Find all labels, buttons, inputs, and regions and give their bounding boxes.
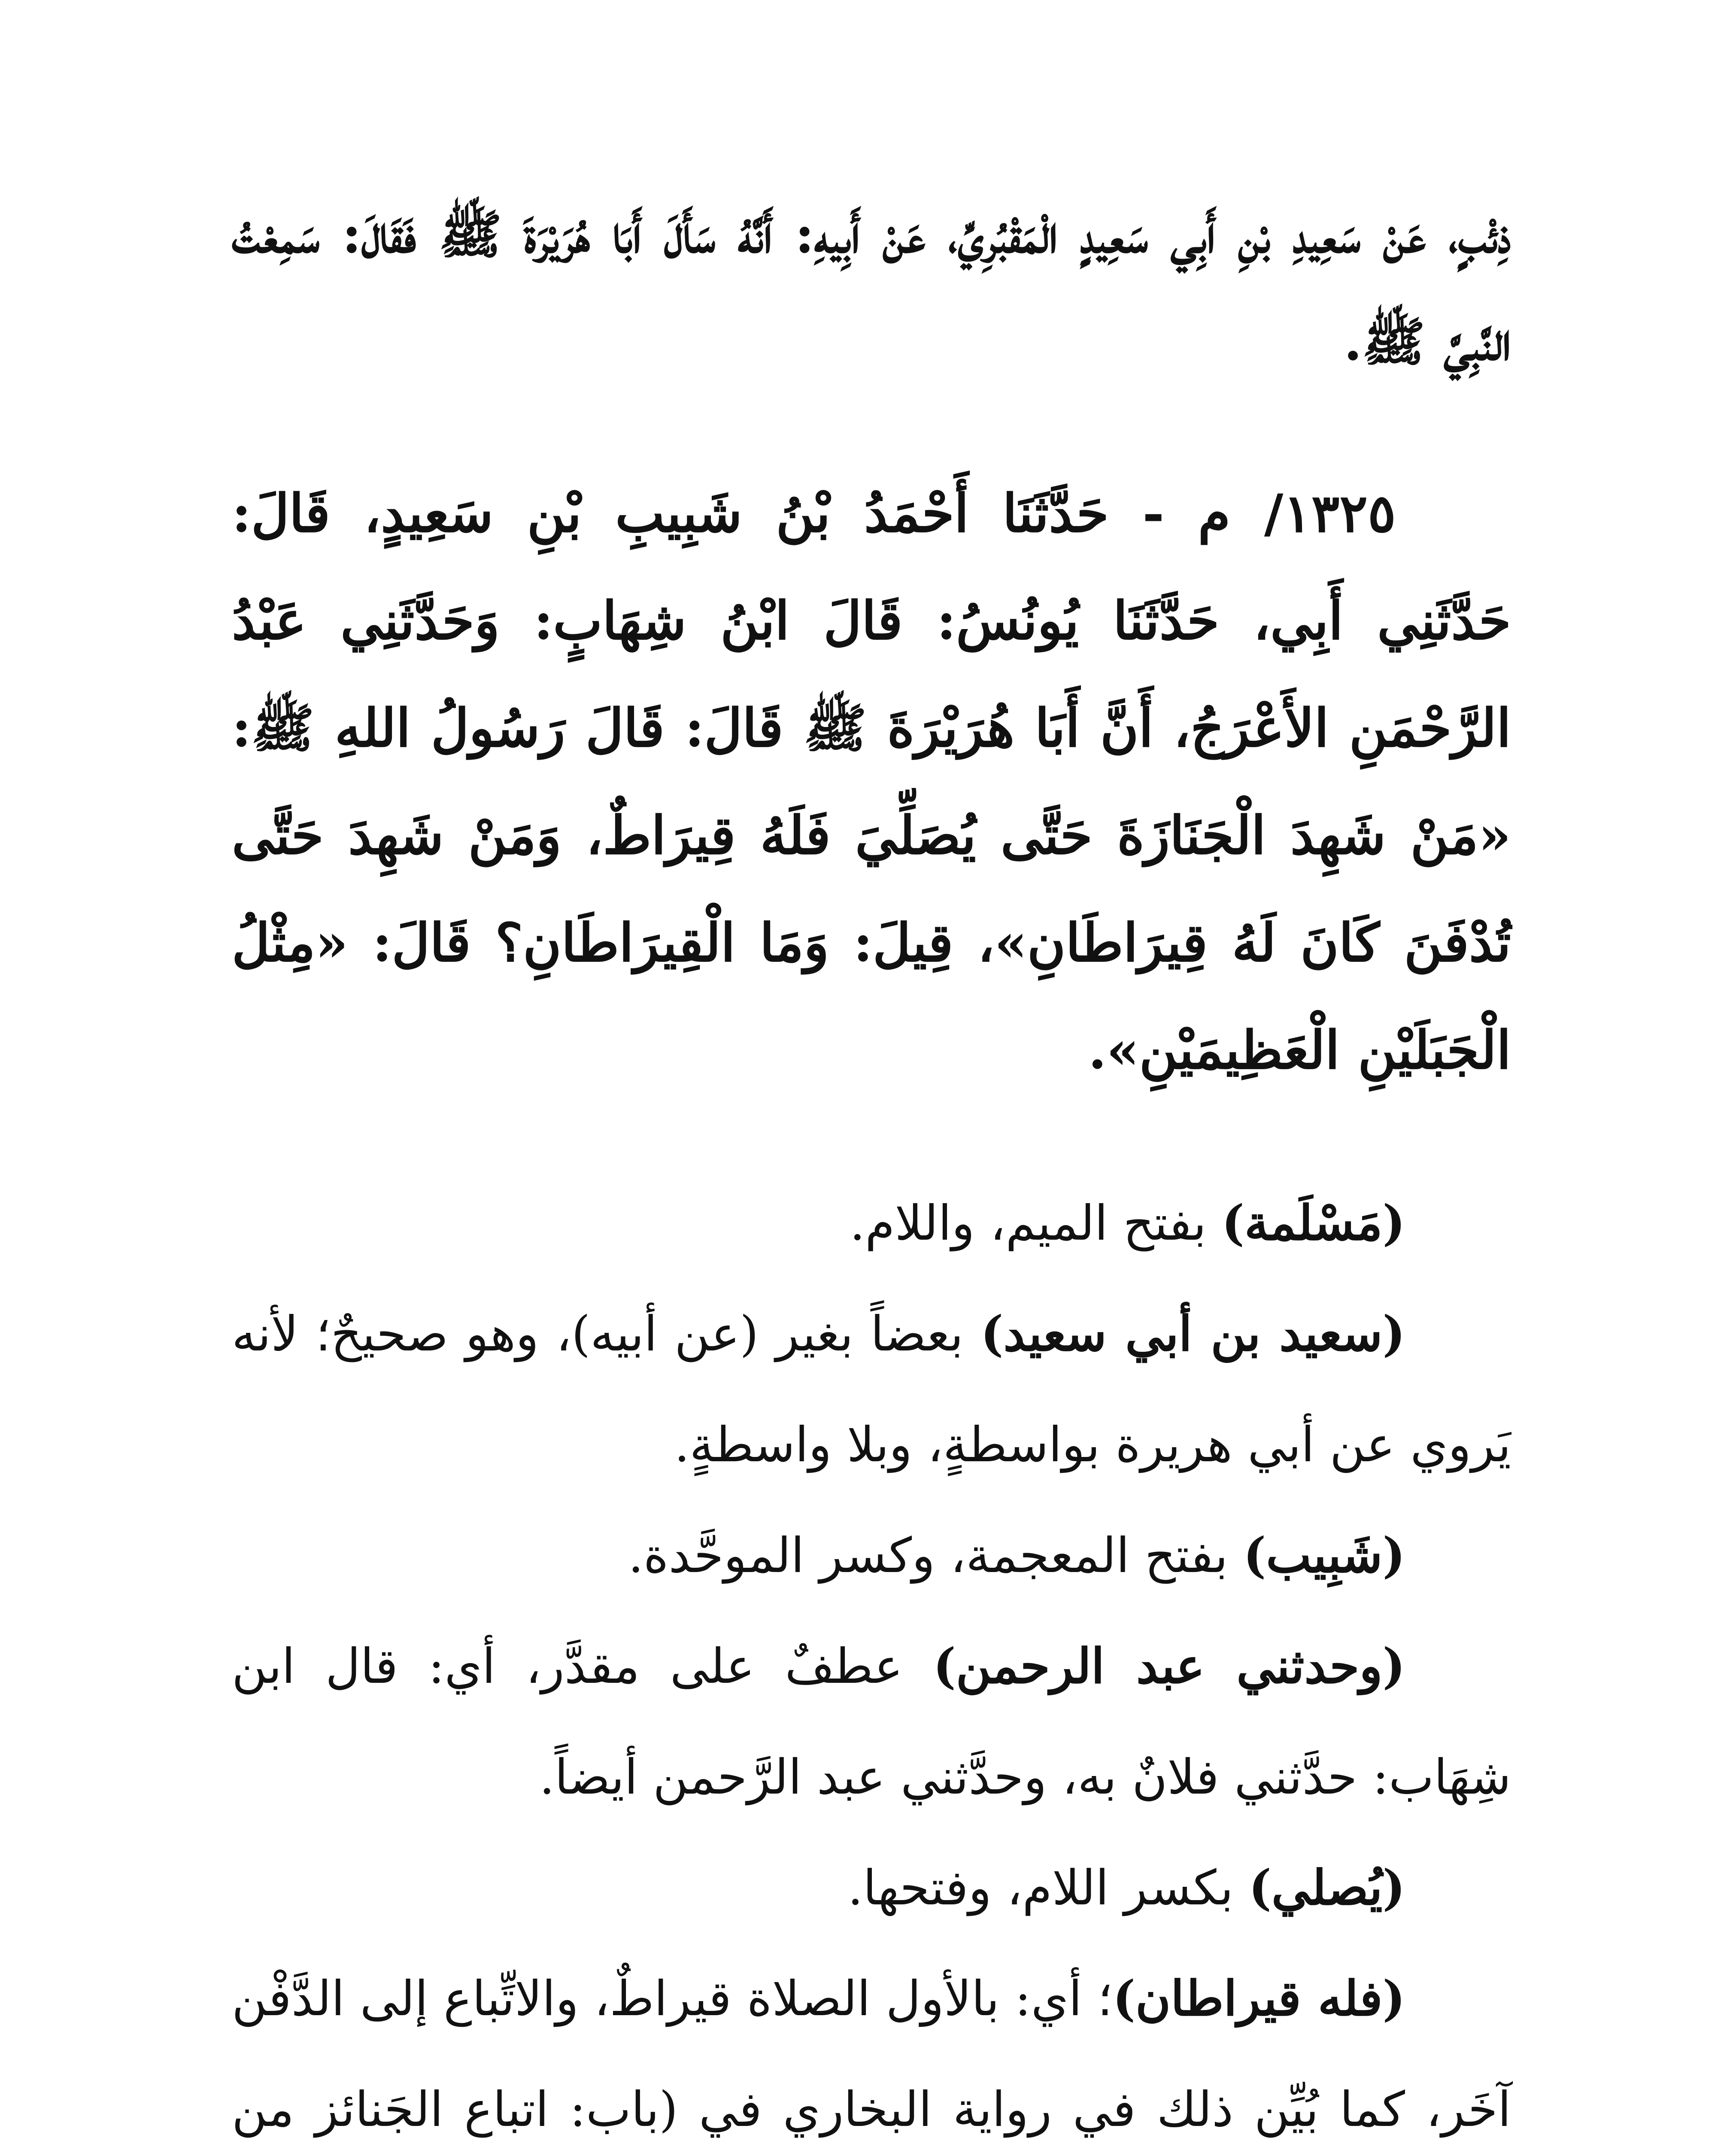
note-text: بكسر اللام، وفتحها. bbox=[847, 1860, 1249, 1916]
note-qiratan bbox=[232, 1943, 1511, 2147]
note-shabib bbox=[232, 1500, 1511, 1611]
note-said bbox=[232, 1279, 1511, 1500]
hadith-continuation: ذِئْبٍ، عَنْ سَعِيدِ بْنِ أَبِي سَعِيدٍ الْمَقْبُرِيِّ، عَنْ أَبِيهِ: أَنَّهُ سَأَلَ أَبَا هُرَيْرَةَ ﷺ فَقَالَ: سَمِعْتُ النَّبِيَّ ﷺ. bbox=[232, 203, 1511, 372]
note-text: بعضاً بغير (عن أبيه)، وهو صحيحٌ؛ لأنه يَروي عن أبي هريرة بواسطةٍ، وبلا واسطةٍ. bbox=[232, 1306, 1511, 1473]
note-maslama bbox=[232, 1168, 1511, 1279]
page-body bbox=[232, 180, 1511, 2147]
note-text: عطفٌ على مقدَّر، أي: قال ابن شِهَاب: حدَّثني فلانٌ به، وحدَّثني عبد الرَّحمن أيضاً. bbox=[232, 1639, 1511, 1805]
note-term: (سعيد بن أبي سعيد) bbox=[980, 1306, 1405, 1362]
note-term: (فله قيراطان) bbox=[1112, 1971, 1405, 2027]
note-yusalli bbox=[232, 1833, 1511, 1943]
note-term: (وحدثني عبد الرحمن) bbox=[933, 1638, 1405, 1694]
note-term: (مَسْلَمة) bbox=[1221, 1195, 1405, 1251]
hadith-1325: ١٣٢٥/ م - حَدَّثَنَا أَحْمَدُ بْنُ شَبِيبِ بْنِ سَعِيدٍ، قَالَ: حَدَّثَنِي أَبِي، حَدَّثَنَا يُونُسُ: قَالَ ابْنُ شِهَابٍ: وَحَدَّثَنِي عَبْدُ الرَّحْمَنِ الأَعْرَجُ، أَنَّ أَبَا هُرَيْرَةَ ﷺ قَالَ: قَالَ رَسُولُ اللهِ ﷺ: «مَنْ شَهِدَ الْجَنَازَةَ حَتَّى يُصَلِّيَ فَلَهُ قِيرَاطٌ، وَمَنْ شَهِدَ حَتَّى تُدْفَنَ كَانَ لَهُ قِيرَاطَانِ»، قِيلَ: وَمَا الْقِيرَاطَانِ؟ قَالَ: «مِثْلُ الْجَبَلَيْنِ الْعَظِيمَيْنِ». bbox=[232, 482, 1511, 1081]
note-text: بفتح الميم، واللام. bbox=[850, 1195, 1222, 1251]
note-term: (شَبِيب) bbox=[1243, 1527, 1405, 1584]
note-text: ؛ أي: بالأول الصلاة قيراطٌ، والاتِّباع إلى الدَّفْن آخَر، كما بُيِّن ذلك في رواية البخاري في (باب: اتباع الجَنائز من bbox=[232, 1971, 1511, 2138]
note-term: (يُصلي) bbox=[1248, 1860, 1405, 1916]
note-abd-al-rahman bbox=[232, 1611, 1511, 1833]
note-text: بفتح المعجمة، وكسر الموحَّدة. bbox=[628, 1528, 1244, 1584]
